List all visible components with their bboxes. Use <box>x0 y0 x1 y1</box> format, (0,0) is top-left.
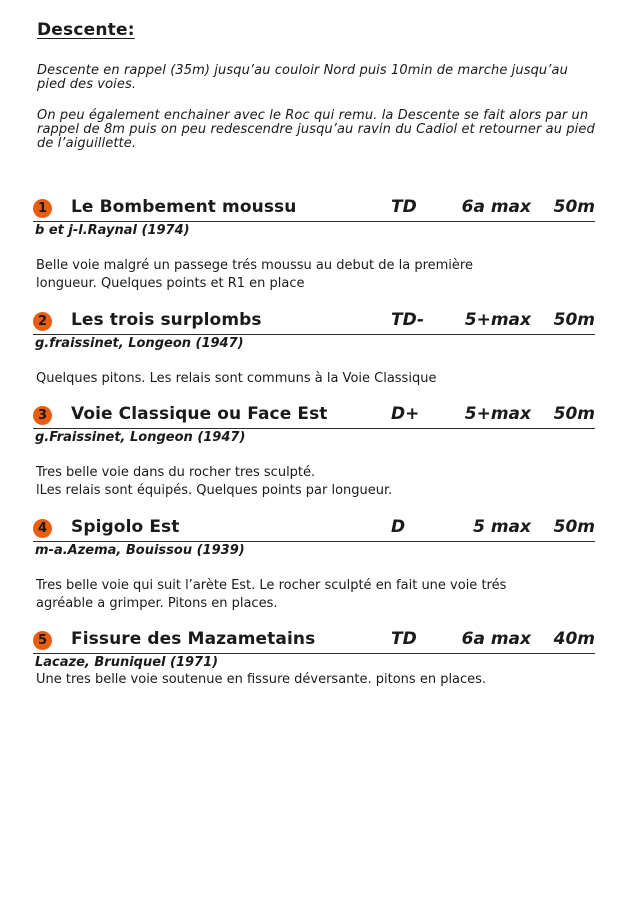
descente-paragraph-2: On peu également enchainer avec le Roc qui remu. la Descente se fait alors par un rappel de 8m puis on peu redescendre jusqu’au ravin du Cadiol et retourner au pied de l’aiguillette. <box>37 108 595 151</box>
route-name: Fissure des Mazametains <box>71 629 316 649</box>
route-entry-2 <box>33 312 595 388</box>
route-header <box>33 312 595 335</box>
route-grade: TD- <box>391 310 425 330</box>
descente-title: Descente: <box>37 20 135 40</box>
route-number-badge: 2 <box>33 312 52 331</box>
route-name: Les trois surplombs <box>71 310 262 330</box>
route-length: 40m <box>553 629 595 649</box>
route-authors: m-a.Azema, Bouissou (1939) <box>35 543 245 558</box>
route-authors: Lacaze, Bruniquel (1971) <box>35 655 219 670</box>
route-entry-1 <box>33 199 595 293</box>
route-length: 50m <box>553 310 595 330</box>
route-name: Le Bombement moussu <box>71 197 297 217</box>
route-length: 50m <box>553 404 595 424</box>
route-authors: b et j-l.Raynal (1974) <box>35 223 190 238</box>
route-number-badge: 1 <box>33 199 52 218</box>
route-name: Spigolo Est <box>71 517 180 537</box>
route-description: Quelques pitons. Les relais sont communs à la Voie Classique <box>36 371 437 386</box>
route-description: Tres belle voie dans du rocher tres sculpté. lLes relais sont équipés. Quelques points par longueur. <box>36 465 393 498</box>
route-length: 50m <box>553 197 595 217</box>
route-grade: D+ <box>391 404 420 424</box>
route-entry-3 <box>33 406 595 500</box>
route-number-badge: 5 <box>33 631 52 650</box>
route-header <box>33 199 595 222</box>
route-max-grade: 6a max <box>461 629 531 649</box>
route-name: Voie Classique ou Face Est <box>71 404 328 424</box>
descente-paragraph-1: Descente en rappel (35m) jusqu’au couloir Nord puis 10min de marche jusqu’au pied des voies. <box>37 63 568 92</box>
route-max-grade: 5+max <box>464 310 531 330</box>
route-authors: g.Fraissinet, Longeon (1947) <box>35 430 246 445</box>
route-header <box>33 406 595 429</box>
route-grade: D <box>391 517 406 537</box>
route-description: Belle voie malgré un passege trés moussu au debut de la première longueur. Quelques points et R1 en place <box>36 258 473 291</box>
route-length: 50m <box>553 517 595 537</box>
route-description: Une tres belle voie soutenue en fissure déversante. pitons en places. <box>36 672 487 687</box>
route-entry-4 <box>33 519 595 613</box>
route-number-badge: 4 <box>33 519 52 538</box>
route-grade: TD <box>391 197 417 217</box>
route-grade: TD <box>391 629 417 649</box>
route-description: Tres belle voie qui suit l’arète Est. Le rocher sculpté en fait une voie trés agréable a grimper. Pitons en places. <box>36 578 507 611</box>
route-max-grade: 5+max <box>464 404 531 424</box>
route-entry-5 <box>33 631 595 689</box>
route-header <box>33 631 595 654</box>
route-max-grade: 6a max <box>461 197 531 217</box>
route-header <box>33 519 595 542</box>
route-authors: g.fraissinet, Longeon (1947) <box>35 336 244 351</box>
route-max-grade: 5 max <box>473 517 531 537</box>
route-number-badge: 3 <box>33 406 52 425</box>
